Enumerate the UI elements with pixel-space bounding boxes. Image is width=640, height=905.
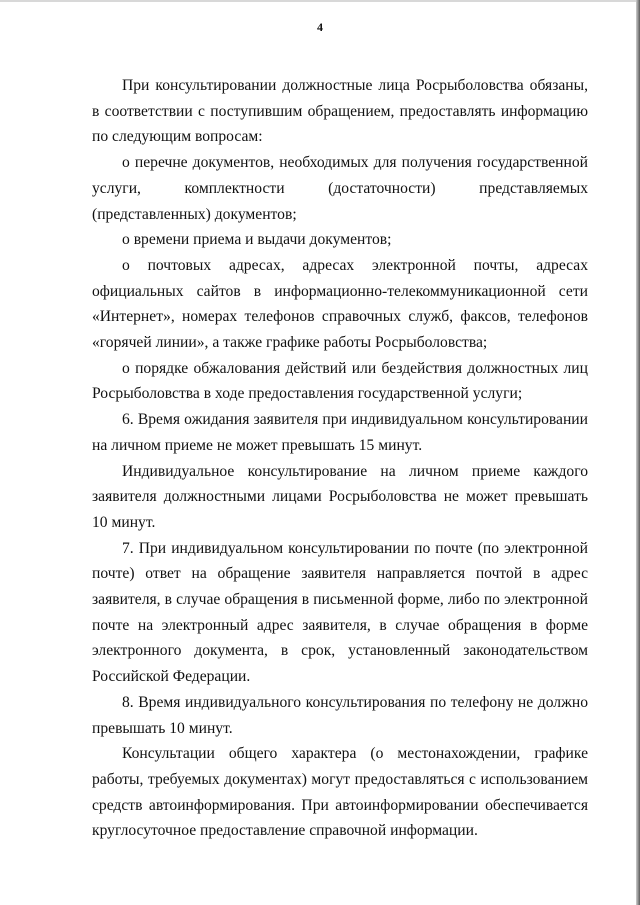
paragraph-appeal-procedure: о порядке обжалования действий или бездействия должностных лиц Росрыболовства в ходе предоставления государственной услуги;: [92, 359, 588, 403]
paragraph-reception-time: о времени приема и выдачи документов;: [122, 231, 392, 249]
scan-right-edge: [636, 0, 640, 905]
paragraph-document-list: о перечне документов, необходимых для получения государственной услуги, комплектности (достаточности) представляемых (представленных) документов;: [92, 154, 588, 223]
paragraph-item-6: 6. Время ожидания заявителя при индивидуальном консультировании на личном приеме не может превышать 15 минут.: [92, 411, 588, 454]
scan-top-edge: [0, 0, 640, 2]
paragraph-contact-addresses: о почтовых адресах, адресах электронной почты, адресах официальных сайтов в информационно-телекоммуникационной сети «Интернет», номерах телефонов справочных служб, факсов, телефонов «горячей линии», а также графике работы Росрыболовства;: [92, 256, 588, 352]
paragraph-individual-consulting: Индивидуальное консультирование на личном приеме каждого заявителя должностными лицами Росрыболовства не может превышать 10 минут.: [92, 462, 588, 531]
paragraph-consulting-intro: При консультировании должностные лица Росрыболовства обязаны, в соответствии с поступившим обращением, предоставлять информацию по следующим вопросам:: [92, 77, 588, 146]
paragraph-general-consultations: Консультации общего характера (о местонахождении, графике работы, требуемых документах) могут предоставляться с использованием средств автоинформирования. При автоинформировании обеспечивается круглосуточное предоставление справочной информации.: [92, 745, 588, 840]
paragraph-item-8: 8. Время индивидуального консультирования по телефону не должно превышать 10 минут.: [92, 693, 588, 737]
paragraph-item-7: 7. При индивидуальном консультировании по почте (по электронной почте) ответ на обращение заявителя направляется почтой в адрес заявителя, в случае обращения в письменной форме, либо по электронной почте на электронный адрес заявителя, в случае обращения в форме электронного документа, в срок, установленный законодательством Российской Федерации.: [92, 539, 588, 686]
page-number: 4: [317, 20, 323, 34]
document-body: [92, 73, 588, 844]
